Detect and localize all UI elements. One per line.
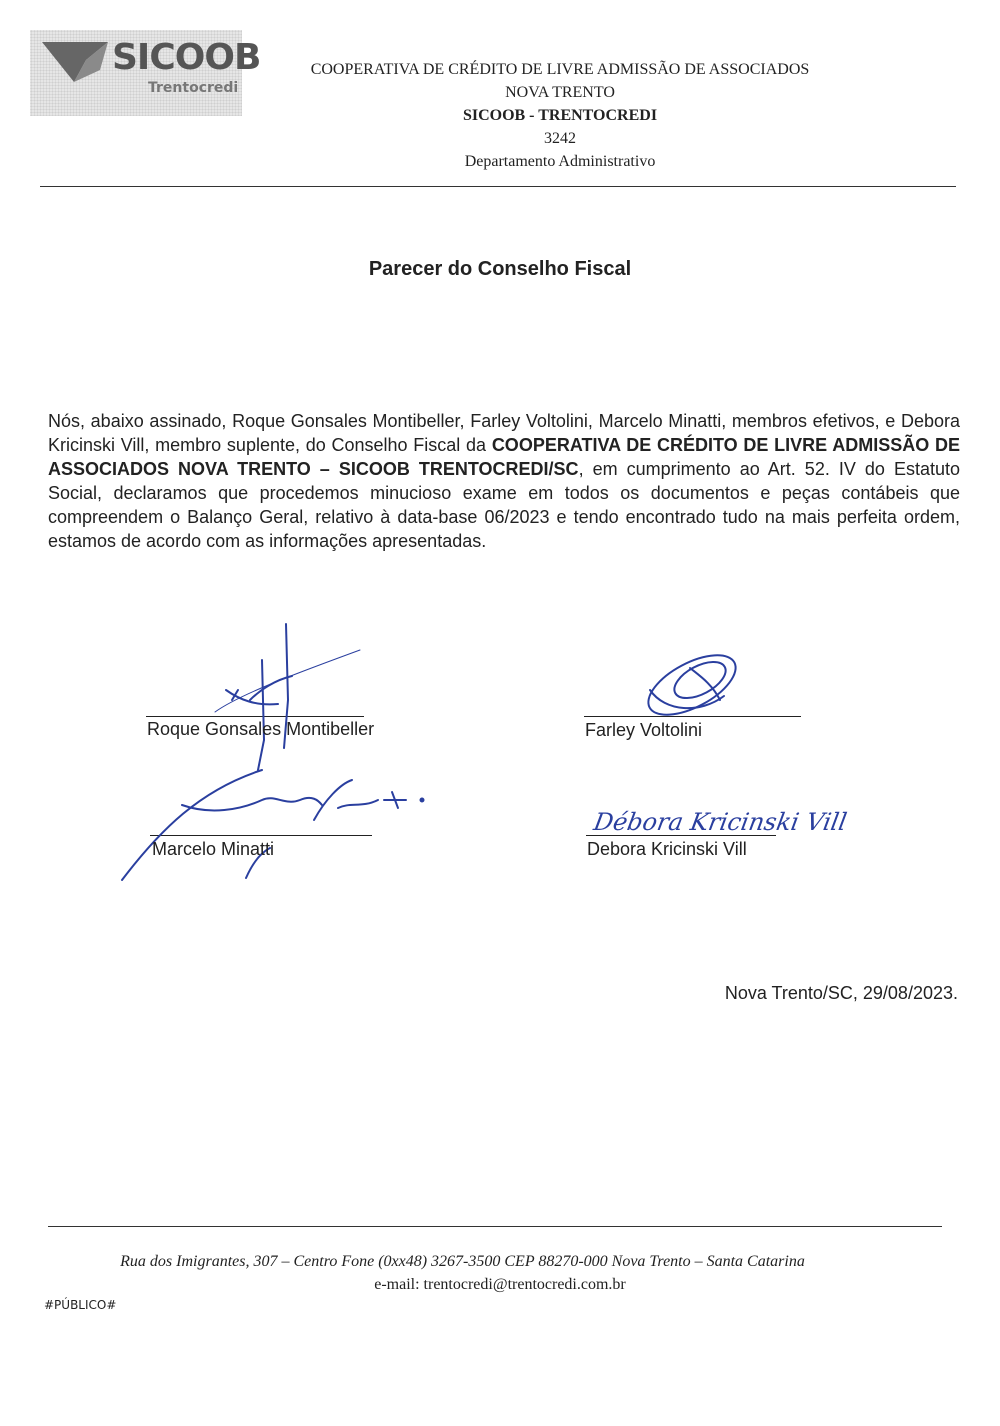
logo-brand-text: SICOOB (112, 37, 261, 78)
signatory-name-debora: Debora Kricinski Vill (587, 839, 747, 859)
body-text-part-1: Nós, abaixo assinado, Roque Gonsales Montibeller, Farley Voltolini, Marcelo Minatti, membros efetivos, e Debora Kricinski Vill, membro suplente, do Conselho Fiscal da (48, 411, 960, 455)
document-title: Parecer do Conselho Fiscal (368, 258, 632, 280)
signature-line-farley (584, 716, 801, 717)
signature-marcelo-scribble (122, 770, 424, 880)
body-text-cooperative-name: COOPERATIVA DE CRÉDITO DE LIVRE ADMISSÃO DE ASSOCIADOS NOVA TRENTO – SICOOB TRENTOCREDI/SC (48, 435, 960, 479)
classification-label: #PÚBLICO# (44, 1298, 117, 1312)
header-divider (40, 186, 956, 187)
logo-sub-text: Trentocredi (148, 80, 239, 96)
signature-roque-scribble (215, 624, 360, 770)
document-date: Nova Trento/SC, 29/08/2023. (724, 983, 958, 1003)
footer-email: e-mail: trentocredi@trentocredi.com.br (374, 1276, 626, 1293)
letterhead-line-4: 3242 (544, 130, 576, 147)
footer-divider (48, 1226, 942, 1227)
signature-farley-scribble (639, 643, 744, 727)
letterhead-line-2: NOVA TRENTO (505, 84, 615, 101)
footer-address: Rua dos Imigrantes, 307 – Centro Fone (0xx48) 3267-3500 CEP 88270-000 Nova Trento – Santa Catarina (120, 1253, 805, 1270)
signature-line-marcelo (150, 835, 372, 836)
letterhead (250, 58, 870, 173)
letterhead-line-5: Departamento Administrativo (464, 153, 656, 170)
sicoob-logo (30, 30, 261, 116)
signature-debora-handwriting: Débora Kricinski Vill (591, 808, 849, 836)
signature-line-roque (146, 716, 364, 717)
letterhead-line-1: COOPERATIVA DE CRÉDITO DE LIVRE ADMISSÃO DE ASSOCIADOS (310, 61, 810, 78)
signatory-name-farley: Farley Voltolini (585, 720, 703, 740)
signatory-name-marcelo: Marcelo Minatti (152, 839, 275, 859)
signatory-name-roque: Roque Gonsales Montibeller (147, 719, 375, 739)
body-text-part-2: , em cumprimento ao Art. 52. IV do Estatuto Social, declaramos que procedemos minucioso exame em todos os documentos e peças contábeis que compreendem o Balanço Geral, relativo à data-base 06/2023 e tendo encontrado tudo na mais perfeita ordem, estamos de acordo com as informações apresentadas. (48, 459, 961, 551)
letterhead-line-3: SICOOB - TRENTOCREDI (462, 107, 658, 124)
document-body (48, 409, 960, 553)
